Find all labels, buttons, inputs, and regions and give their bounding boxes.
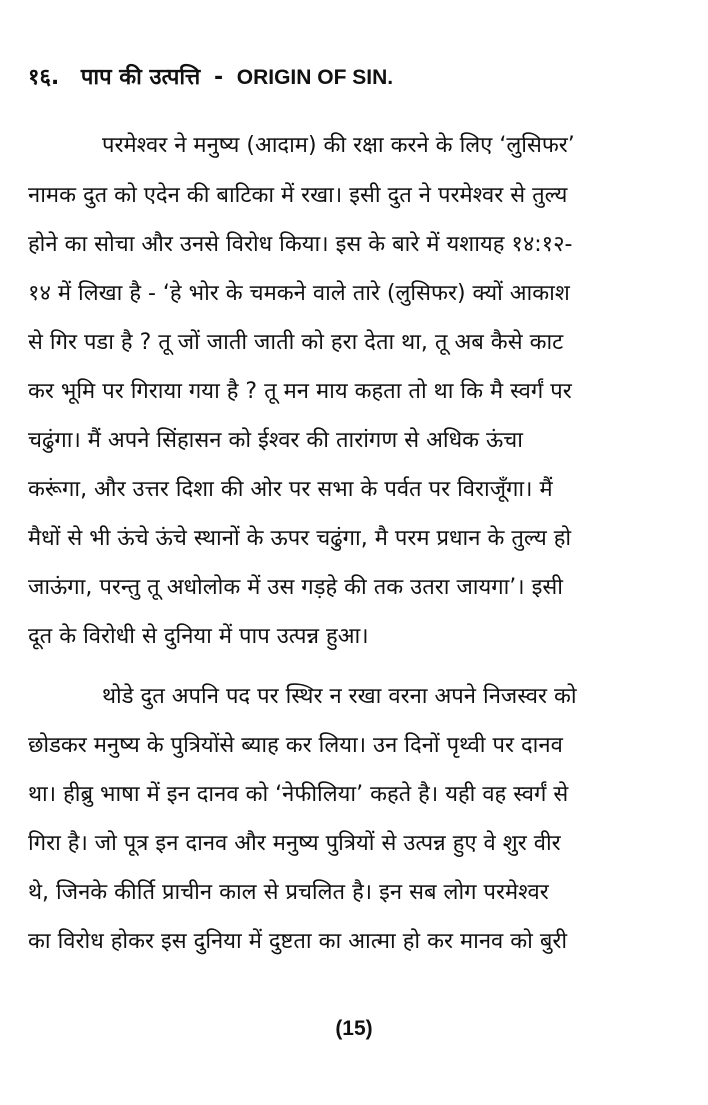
- paragraph-line: कर भूमि पर गिराया गया है ? तू मन माय कहता तो था कि मै स्वर्गं पर: [28, 379, 572, 404]
- paragraph-line: होने का सोचा और उनसे विरोध किया। इस के बारे में यशायह १४:१२-: [28, 232, 573, 257]
- paragraph-line: चढुंगा। मैं अपने सिंहासन को ईश्वर की तारांगण से अधिक ऊंचा: [28, 428, 523, 453]
- paragraph-line: थे, जिनके कीर्ति प्राचीन काल से प्रचलित है। इन सब लोग परमेश्वर: [28, 880, 549, 905]
- paragraph-line: नामक दुत को एदेन की बाटिका में रखा। इसी दुत ने परमेश्वर से तुल्य: [28, 183, 568, 208]
- paragraph-line: था। हीब्रु भाषा में इन दानव को ‘नेफीलिया’ कहते है। यही वह स्वर्गं से: [28, 782, 569, 807]
- section-title-hindi: पाप की उत्पत्ति: [80, 65, 201, 90]
- paragraph-line: परमेश्वर ने मनुष्य (आदाम) की रक्षा करने के लिए ‘लुसिफर’: [102, 133, 575, 158]
- paragraph-line: मैधों से भी ऊंचे ऊंचे स्थानों के ऊपर चढुंगा, मै परम प्रधान के तुल्य हो: [28, 526, 572, 551]
- section-title-english: ORIGIN OF SIN.: [236, 66, 394, 89]
- paragraph-line: का विरोध होकर इस दुनिया में दुष्टता का आत्मा हो कर मानव को बुरी: [28, 929, 568, 954]
- paragraph-line: करूंगा, और उत्तर दिशा की ओर पर सभा के पर्वत पर विराजूँगा। मैं: [28, 477, 553, 502]
- paragraph-line: थोडे दुत अपनि पद पर स्थिर न रखा वरना अपने निजस्वर को: [102, 684, 577, 709]
- paragraph-line: गिरा है। जो पूत्र इन दानव और मनुष्य पुत्रियों से उत्पन्न हुए वे शुर वीर: [28, 831, 561, 856]
- page-number: (15): [335, 1017, 373, 1040]
- paragraph-line: १४ में लिखा है - ‘हे भोर के चमकने वाले तारे (लुसिफर) क्यों आकाश: [28, 281, 570, 306]
- paragraph-line: जाऊंगा, परन्तु तू अधोलोक में उस गड़हे की तक उतरा जायगा’। इसी: [28, 575, 564, 600]
- section-heading: [28, 58, 688, 98]
- section-number: १६.: [28, 65, 60, 90]
- paragraph-line: छोडकर मनुष्य के पुत्रियोंसे ब्याह कर लिया। उन दिनों पृथ्वी पर दानव: [28, 733, 563, 758]
- paragraph-line: से गिर पडा है ? तू जों जाती जाती को हरा देता था, तू अब कैसे काट: [28, 330, 564, 355]
- paragraph-line: दूत के विरोधी से दुनिया में पाप उत्पन्न हुआ।: [28, 624, 369, 649]
- title-separator: -: [213, 65, 224, 90]
